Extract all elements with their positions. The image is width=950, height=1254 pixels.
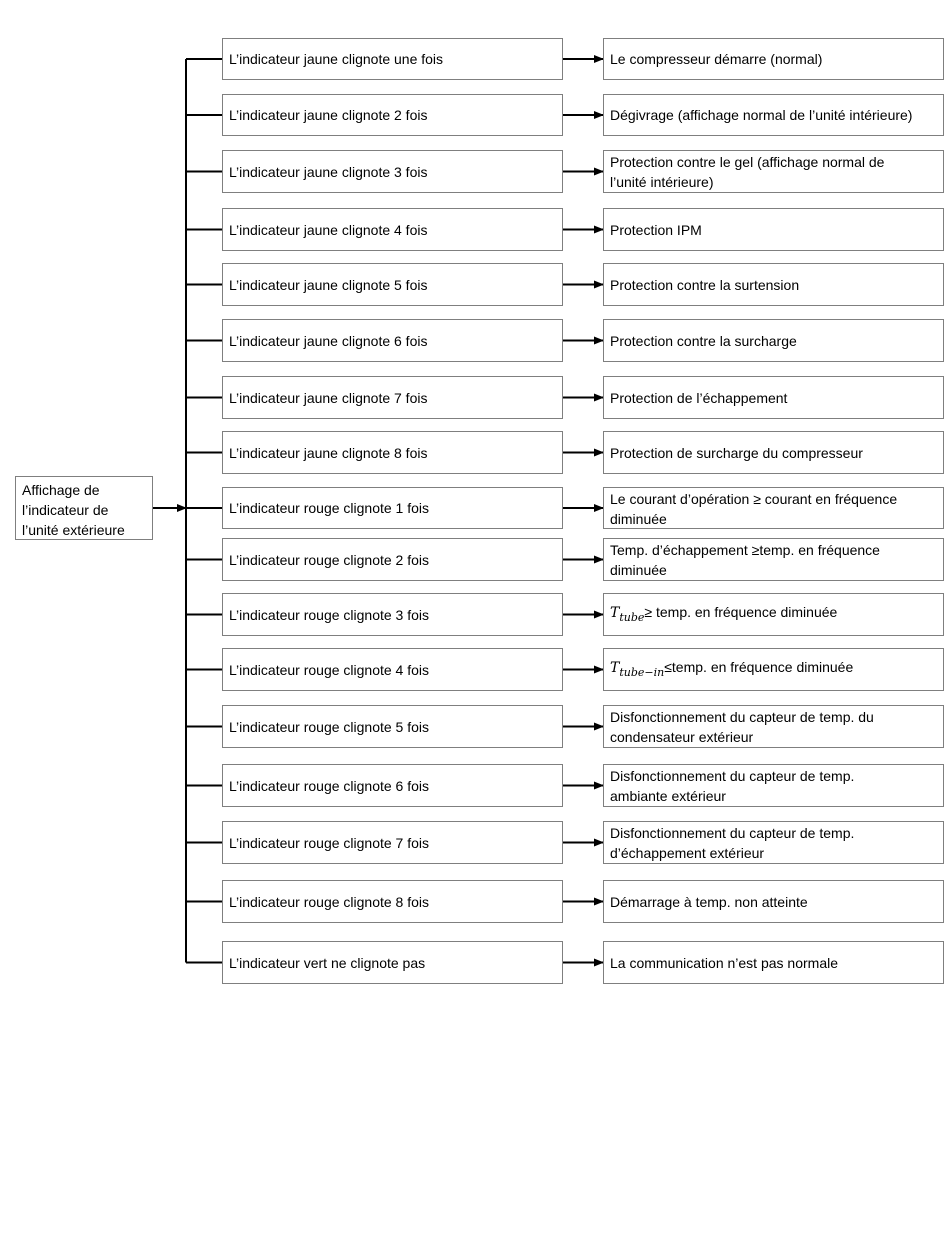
condition-box: [222, 319, 563, 362]
condition-label: L’indicateur rouge clignote 1 fois: [229, 500, 430, 516]
result-line: Protection IPM: [610, 221, 702, 238]
condition-label: L’indicateur jaune clignote 4 fois: [229, 221, 428, 238]
root-line: Affichage de: [22, 482, 100, 498]
result-text: ≤temp. en fréquence diminuée: [664, 658, 854, 675]
result-line: Protection de l’échappement: [610, 389, 788, 406]
result-box: [603, 263, 944, 306]
math-symbol: [610, 604, 645, 624]
condition-label: L’indicateur jaune clignote 7 fois: [229, 389, 428, 406]
result-box: [603, 941, 944, 984]
math-subscript: tube: [619, 610, 645, 624]
condition-label: L’indicateur jaune clignote 8 fois: [229, 444, 428, 461]
result-box: [603, 764, 944, 807]
result-box: [603, 538, 944, 581]
result-line: La communication n’est pas normale: [610, 954, 839, 971]
condition-label: L’indicateur jaune clignote 3 fois: [229, 163, 428, 180]
root-line: l’indicateur de: [22, 502, 109, 518]
result-box: [603, 94, 944, 136]
math-base: T: [610, 604, 620, 621]
condition-box: [222, 487, 563, 529]
math-symbol: [610, 659, 665, 679]
result-line: diminuée: [610, 511, 667, 527]
result-box: [603, 648, 944, 691]
result-box: [603, 150, 944, 193]
result-line: l’unité intérieure): [610, 174, 714, 190]
result-line: Temp. d’échappement ≥temp. en fréquence: [610, 542, 880, 558]
result-line: [610, 602, 837, 628]
condition-box: [222, 150, 563, 193]
math-subscript: tube−in: [619, 665, 665, 679]
result-line: condensateur extérieur: [610, 729, 754, 745]
condition-label: L’indicateur rouge clignote 2 fois: [229, 551, 430, 568]
result-line: Dégivrage (affichage normal de l’unité intérieure): [610, 107, 913, 123]
condition-box: [222, 941, 563, 984]
result-box: [603, 38, 944, 80]
result-box: [603, 705, 944, 748]
result-box: [603, 431, 944, 474]
result-box: [603, 821, 944, 864]
condition-box: [222, 593, 563, 636]
result-line: Protection contre la surtension: [610, 276, 800, 293]
result-line: d’échappement extérieur: [610, 845, 765, 861]
root-node: [15, 476, 153, 540]
result-line: Protection contre la surcharge: [610, 332, 797, 349]
result-box: [603, 208, 944, 251]
condition-box: [222, 94, 563, 136]
result-line: diminuée: [610, 562, 667, 578]
condition-box: [222, 538, 563, 581]
result-line: ambiante extérieur: [610, 788, 726, 804]
result-line: Disfonctionnement du capteur de temp.: [610, 825, 855, 841]
result-line: Démarrage à temp. non atteinte: [610, 893, 808, 910]
condition-box: [222, 208, 563, 251]
condition-box: [222, 880, 563, 923]
result-box: [603, 880, 944, 923]
result-line: Le courant d’opération ≥ courant en fréquence: [610, 491, 898, 507]
result-line: Disfonctionnement du capteur de temp. du: [610, 709, 874, 725]
result-line: Protection contre le gel (affichage normal de: [610, 154, 885, 170]
math-base: T: [610, 659, 620, 676]
condition-box: [222, 431, 563, 474]
condition-box: [222, 376, 563, 419]
result-text: ≥ temp. en fréquence diminuée: [644, 603, 838, 620]
condition-label: L’indicateur rouge clignote 7 fois: [229, 834, 430, 851]
result-line: Le compresseur démarre (normal): [610, 51, 823, 67]
condition-box: [222, 648, 563, 691]
result-line: Protection de surcharge du compresseur: [610, 444, 863, 461]
condition-label: L’indicateur rouge clignote 3 fois: [229, 606, 430, 623]
condition-label: L’indicateur jaune clignote 5 fois: [229, 276, 428, 293]
condition-box: [222, 705, 563, 748]
condition-label: L’indicateur jaune clignote 2 fois: [229, 107, 428, 123]
condition-label: L’indicateur rouge clignote 6 fois: [229, 777, 430, 794]
result-line: Disfonctionnement du capteur de temp.: [610, 768, 855, 784]
condition-label: L’indicateur vert ne clignote pas: [229, 954, 426, 971]
result-box: [603, 319, 944, 362]
result-line: [610, 657, 853, 683]
result-box: [603, 593, 944, 636]
condition-label: L’indicateur rouge clignote 5 fois: [229, 718, 430, 735]
condition-label: L’indicateur rouge clignote 4 fois: [229, 661, 430, 678]
result-box: [603, 376, 944, 419]
condition-label: L’indicateur jaune clignote 6 fois: [229, 332, 428, 349]
condition-box: [222, 821, 563, 864]
root-line: l’unité extérieure: [22, 522, 125, 538]
condition-box: [222, 263, 563, 306]
condition-box: [222, 38, 563, 80]
result-box: [603, 487, 944, 529]
condition-label: L’indicateur jaune clignote une fois: [229, 51, 444, 67]
condition-box: [222, 764, 563, 807]
condition-label: L’indicateur rouge clignote 8 fois: [229, 893, 430, 910]
